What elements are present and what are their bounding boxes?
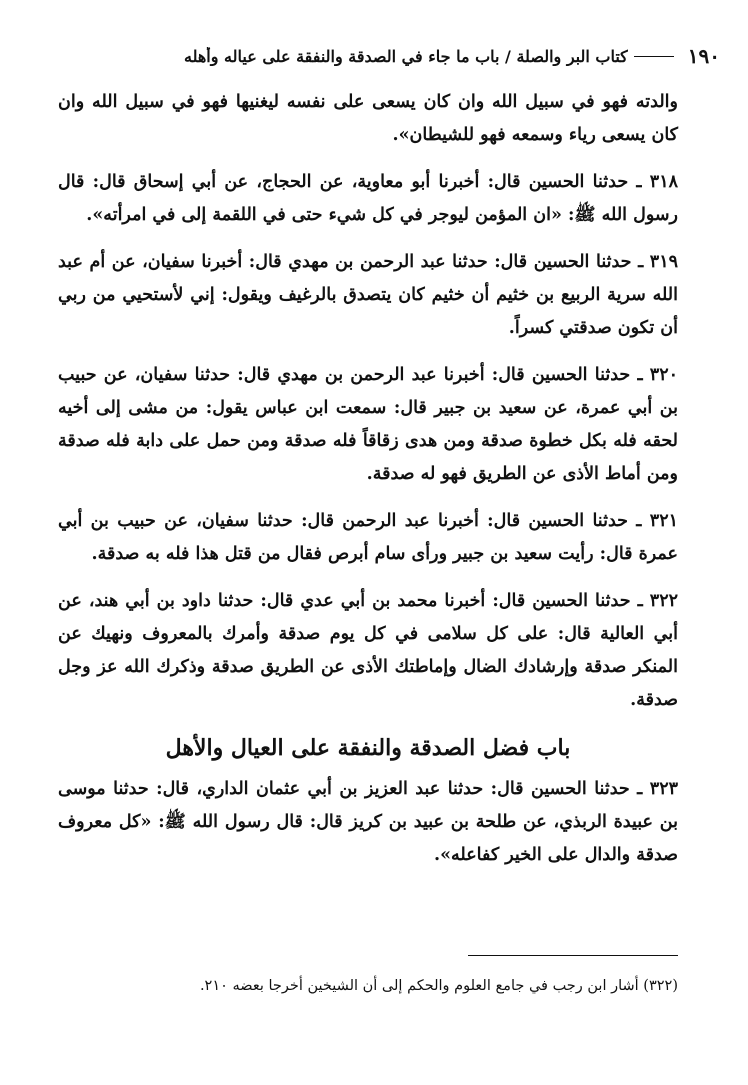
section-heading: باب فضل الصدقة والنفقة على العيال والأهل — [165, 735, 571, 761]
header-title: كتاب البر والصلة / باب ما جاء في الصدقة والنفقة على عياله وأهله — [183, 46, 628, 66]
page-number: ١٩٠ — [687, 44, 720, 68]
paragraph-318: ٣١٨ ـ حدثنا الحسين قال: أخبرنا أبو معاوية، عن الحجاج، عن أبي إسحاق قال: قال رسول الله ﷺ: «ان المؤمن ليوجر في كل شيء حتى في اللقمة إلى في امرأته». — [58, 172, 678, 225]
header-dash — [634, 56, 674, 57]
paragraph-322: ٣٢٢ ـ حدثنا الحسين قال: أخبرنا محمد بن أبي عدي قال: حدثنا داود بن أبي هند، عن أبي العالية قال: على كل سلامى في كل يوم صدقة وأمرك بالمعروف ونهيك عن المنكر صدقة وإرشادك الضال وإماطتك الأذى عن الطريق صدقة وذكرك الله عز وجل صدقة. — [58, 591, 678, 710]
footnote: (٣٢٢) أشار ابن رجب في جامع العلوم والحكم إلى أن الشيخين أخرجا بعضه ٢١٠. — [199, 978, 678, 994]
paragraph-320: ٣٢٠ ـ حدثنا الحسين قال: أخبرنا عبد الرحمن بن مهدي قال: حدثنا سفيان، عن حبيب بن أبي عمرة، عن سعيد بن جبير قال: سمعت ابن عباس يقول: من مشى إلى أخيه لحقه فله بكل خطوة صدقة ومن هدى زقاقاً فله صدقة ومن حمل على دابة فله صدقة ومن أماط الأذى عن الطريق فهو له صدقة. — [58, 365, 678, 484]
paragraph-323: ٣٢٣ ـ حدثنا الحسين قال: حدثنا عبد العزيز بن أبي عثمان الداري، قال: حدثنا موسى بن عبيدة الربذي، عن طلحة بن عبيد بن كريز قال: قال رسول الله ﷺ: «كل معروف صدقة والدال على الخير كفاعله». — [58, 779, 678, 865]
footnote-divider — [468, 955, 678, 956]
paragraph-321: ٣٢١ ـ حدثنا الحسين قال: أخبرنا عبد الرحمن قال: حدثنا سفيان، عن حبيب بن أبي عمرة قال: رأيت سعيد بن جبير ورأى سام أبرص فقال من قتل هذا فله به صدقة. — [58, 511, 678, 564]
paragraph-319: ٣١٩ ـ حدثنا الحسين قال: حدثنا عبد الرحمن بن مهدي قال: أخبرنا سفيان، عن أم عبد الله سرية الربيع بن خثيم أن خثيم كان يتصدق بالرغيف ويقول: إني لأستحيي من ربي أن تكون صدقتي كسراً. — [58, 252, 678, 338]
page-content — [58, 86, 678, 886]
running-header — [28, 36, 720, 76]
paragraph-continuation: والدته فهو في سبيل الله وان كان يسعى على نفسه ليغنيها فهو في سبيل الله وان كان يسعى رياء وسمعه فهو للشيطان». — [58, 92, 678, 145]
